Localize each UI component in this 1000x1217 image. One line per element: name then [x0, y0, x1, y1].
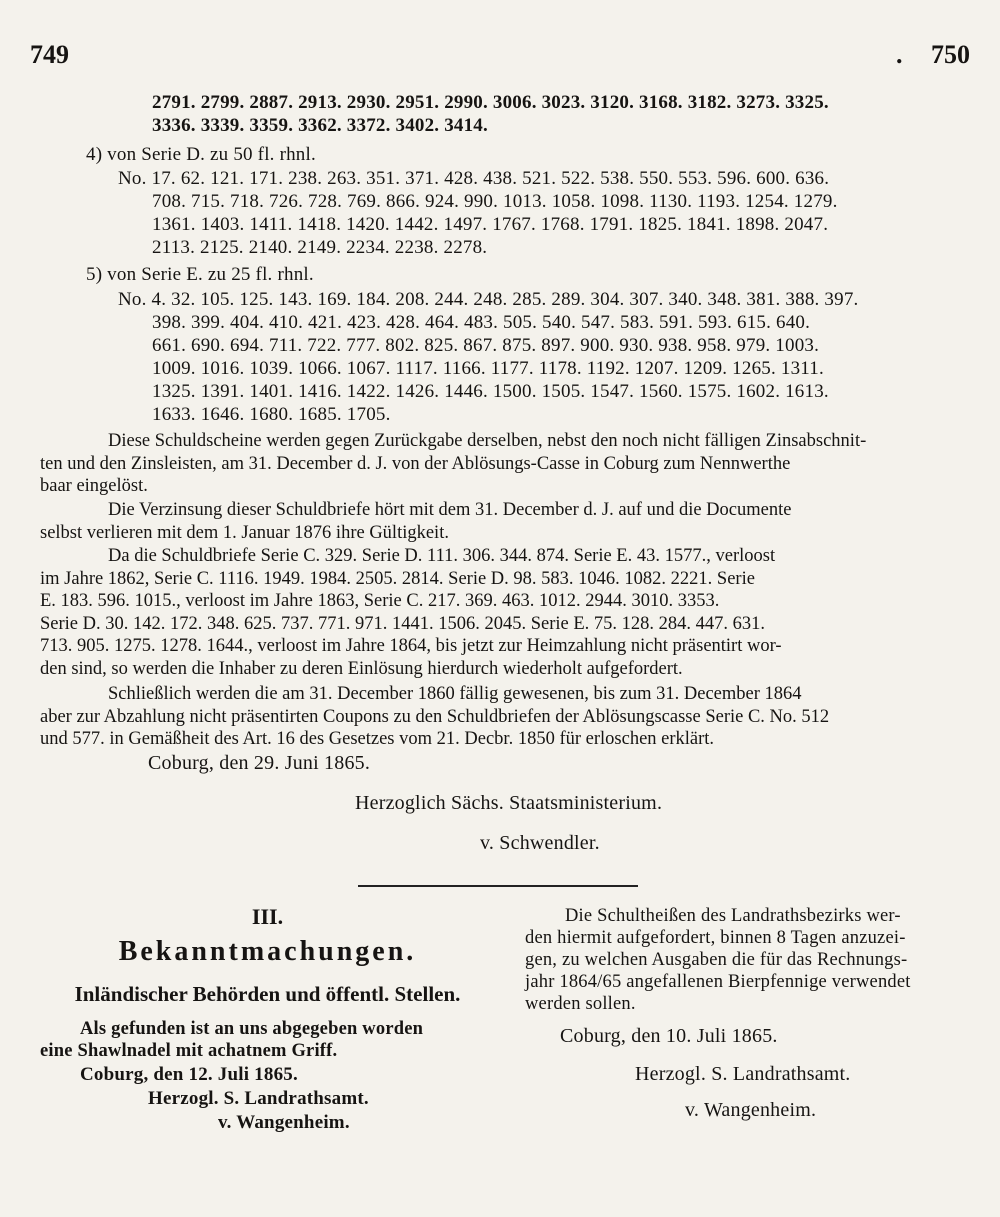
paragraph-line: E. 183. 596. 1015., verloost im Jahre 1863, Serie C. 217. 369. 463. 1012. 2944. 3010. 3353.: [40, 591, 720, 611]
paragraph-coupons: [40, 683, 975, 751]
section-title: Bekanntmachungen.: [118, 936, 417, 967]
place-date: Coburg, den 10. Juli 1865.: [560, 1025, 778, 1047]
paragraph-line: 713. 905. 1275. 1278. 1644., verloost im Jahre 1864, bis jetzt zur Heimzahlung nicht präsentirt wor-: [40, 636, 782, 656]
paragraph-line: im Jahre 1862, Serie C. 1116. 1949. 1984. 2505. 2814. Serie D. 98. 583. 1046. 1082. 2221. Serie: [40, 568, 755, 589]
serie-e-line: 398. 399. 404. 410. 421. 423. 428. 464. 483. 505. 540. 547. 583. 591. 593. 615. 640.: [152, 312, 811, 333]
paragraph-line: den sind, so werden die Inhaber zu deren Einlösung hierdurch wiederholt aufgefordert.: [40, 658, 683, 679]
place-date: Coburg, den 12. Juli 1865.: [80, 1064, 298, 1085]
serie-c-line: 3336. 3339. 3359. 3362. 3372. 3402. 3414.: [152, 115, 488, 136]
serie-e-heading: 5) von Serie E. zu 25 fl. rhnl.: [86, 264, 314, 285]
authority-name: Herzogl. S. Landrathsamt.: [635, 1063, 851, 1085]
serie-e-line: 1325. 1391. 1401. 1416. 1422. 1426. 1446. 1500. 1505. 1547. 1560. 1575. 1602. 1613.: [152, 381, 829, 402]
serie-e-line: 1633. 1646. 1680. 1685. 1705.: [152, 404, 391, 425]
serie-d-line: 1361. 1403. 1411. 1418. 1420. 1442. 1497. 1767. 1768. 1791. 1825. 1841. 1898. 2047.: [152, 214, 829, 235]
page-number-left: 749: [30, 40, 69, 69]
serie-e-line: 1009. 1016. 1039. 1066. 1067. 1117. 1166. 1177. 1178. 1192. 1207. 1209. 1265. 1311.: [152, 358, 824, 379]
section-number: III.: [251, 904, 284, 929]
serie-e-line: 661. 690. 694. 711. 722. 777. 802. 825. 867. 875. 897. 900. 930. 938. 958. 979. 1003.: [152, 335, 820, 356]
paragraph-line: Da die Schuldbriefe Serie C. 329. Serie D. 111. 306. 344. 874. Serie E. 43. 1577., verloost: [108, 546, 776, 566]
notice-line: gen, zu welchen Ausgaben die für das Rechnungs-: [525, 950, 908, 970]
paragraph-line: aber zur Abzahlung nicht präsentirten Coupons zu den Schuldbriefen der Ablösungscasse Serie C. No. 512: [40, 706, 830, 727]
serie-d-line: No. 17. 62. 121. 171. 238. 263. 351. 371. 428. 438. 521. 522. 538. 550. 553. 596. 600. 636.: [118, 168, 830, 189]
section-subtitle: Inländischer Behörden und öffentl. Stellen.: [74, 982, 461, 1006]
paragraph-line: Serie D. 30. 142. 172. 348. 625. 737. 771. 971. 1441. 1506. 2045. Serie E. 75. 128. 284. 447. 631.: [40, 613, 766, 634]
paragraph-line: Diese Schuldscheine werden gegen Zurückgabe derselben, nebst den noch nicht fälligen Zinsabschnit-: [108, 431, 867, 451]
serie-e-line: No. 4. 32. 105. 125. 143. 169. 184. 208. 244. 248. 285. 289. 304. 307. 340. 348. 381. 388. 397.: [118, 289, 859, 310]
notice-line: Die Schultheißen des Landrathsbezirks wer-: [565, 906, 901, 926]
signature: v. Wangenheim.: [218, 1112, 350, 1133]
paragraph-interest: [40, 499, 975, 544]
signature: v. Wangenheim.: [685, 1099, 817, 1121]
paragraph-line: baar eingelöst.: [40, 476, 148, 496]
paragraph-line: Schließlich werden die am 31. December 1860 fällig gewesenen, bis zum 31. December 1864: [108, 684, 802, 704]
paragraph-line: selbst verlieren mit dem 1. Januar 1876 ihre Gültigkeit.: [40, 522, 449, 543]
signature: v. Schwendler.: [480, 832, 600, 854]
authority-name: Herzoglich Sächs. Staatsministerium.: [355, 792, 663, 814]
serie-d-heading: 4) von Serie D. zu 50 fl. rhnl.: [86, 144, 316, 165]
serie-d-line: 2113. 2125. 2140. 2149. 2234. 2238. 2278.: [152, 237, 488, 258]
paragraph-line: Die Verzinsung dieser Schuldbriefe hört mit dem 31. December d. J. auf und die Documente: [108, 500, 792, 520]
paragraph-unpresented: [40, 545, 975, 680]
place-date: Coburg, den 29. Juni 1865.: [148, 752, 371, 774]
paragraph-line: ten und den Zinsleisten, am 31. December d. J. von der Ablösungs-Casse in Coburg zum Nennwerthe: [40, 453, 791, 474]
section-divider: [358, 885, 638, 887]
authority-name: Herzogl. S. Landrathsamt.: [148, 1088, 369, 1109]
paragraph-redemption: [40, 430, 975, 498]
notice-line: werden sollen.: [525, 994, 636, 1014]
serie-d-line: 708. 715. 718. 726. 728. 769. 866. 924. 990. 1013. 1058. 1098. 1130. 1193. 1254. 1279.: [152, 191, 838, 212]
notice-line: jahr 1864/65 angefallenen Bierpfennige verwendet: [525, 972, 911, 992]
notice-line: den hiermit aufgefordert, binnen 8 Tagen anzuzei-: [525, 928, 906, 948]
notice-line: Als gefunden ist an uns abgegeben worden: [80, 1019, 424, 1039]
paragraph-line: und 577. in Gemäßheit des Art. 16 des Gesetzes vom 21. Decbr. 1850 für erloschen erklärt.: [40, 729, 715, 749]
notice-line: eine Shawlnadel mit achatnem Griff.: [40, 1041, 338, 1061]
page-number-right: 750: [931, 40, 970, 69]
serie-c-line: 2791. 2799. 2887. 2913. 2930. 2951. 2990. 3006. 3023. 3120. 3168. 3182. 3273. 3325.: [152, 92, 829, 113]
page-number-dot: .: [896, 40, 903, 69]
